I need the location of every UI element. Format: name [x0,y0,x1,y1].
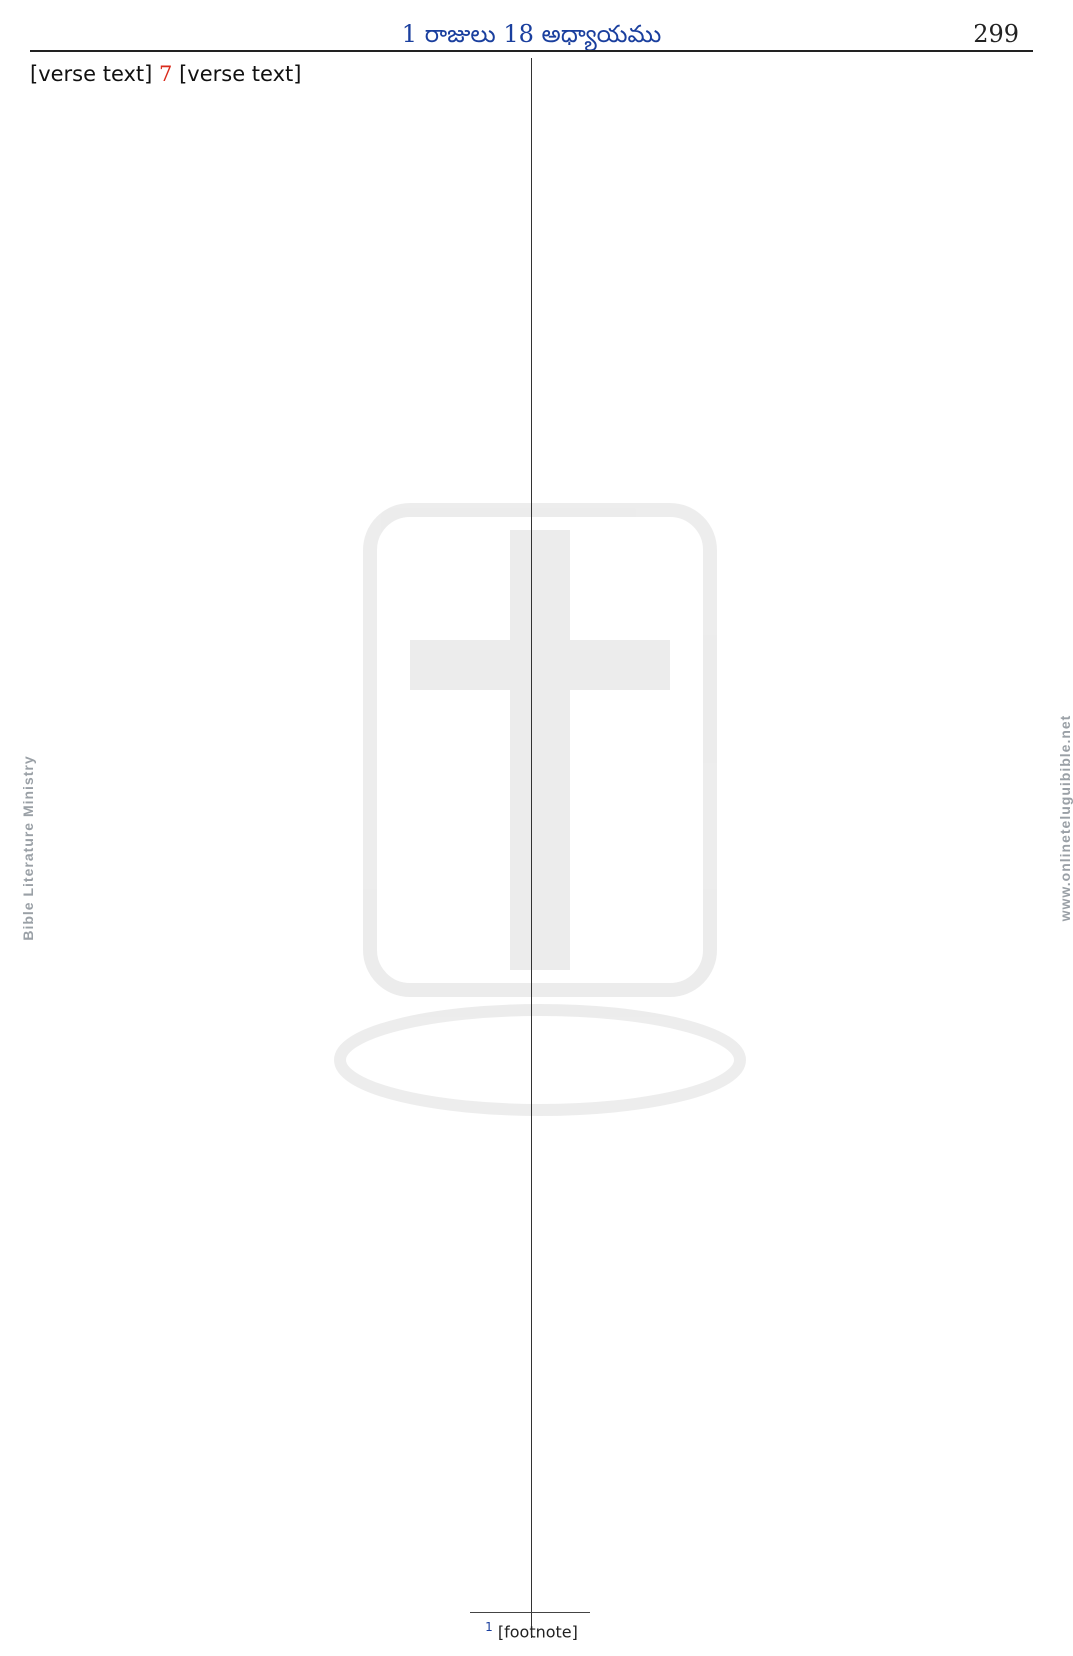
book-chapter-title [0,20,1063,54]
header-rule [30,50,1033,52]
right-column [543,58,1033,1638]
footnote [0,1620,1063,1641]
verse-text: [verse text] [30,62,160,86]
footnote-marker: 1 [485,1620,493,1634]
left-column [30,58,520,1638]
verse-number: 7 [159,62,180,86]
chapter-number: 18 [503,20,534,48]
book-prefix: 1 [401,20,418,48]
column-divider [531,58,532,1638]
footnote-rule [470,1612,590,1613]
verse-text: [verse text] [179,62,302,86]
footnote-text: [footnote] [497,1622,578,1642]
chapter-word: అధ్యాయము [541,20,662,48]
side-watermark-left: Bible Literature Ministry [20,755,36,941]
book-name: రాజులు [424,20,496,48]
page-number: 299 [973,20,1019,48]
side-watermark-right: www.onlineteluguibible.net [1057,714,1073,922]
scripture-columns [30,58,1033,1638]
